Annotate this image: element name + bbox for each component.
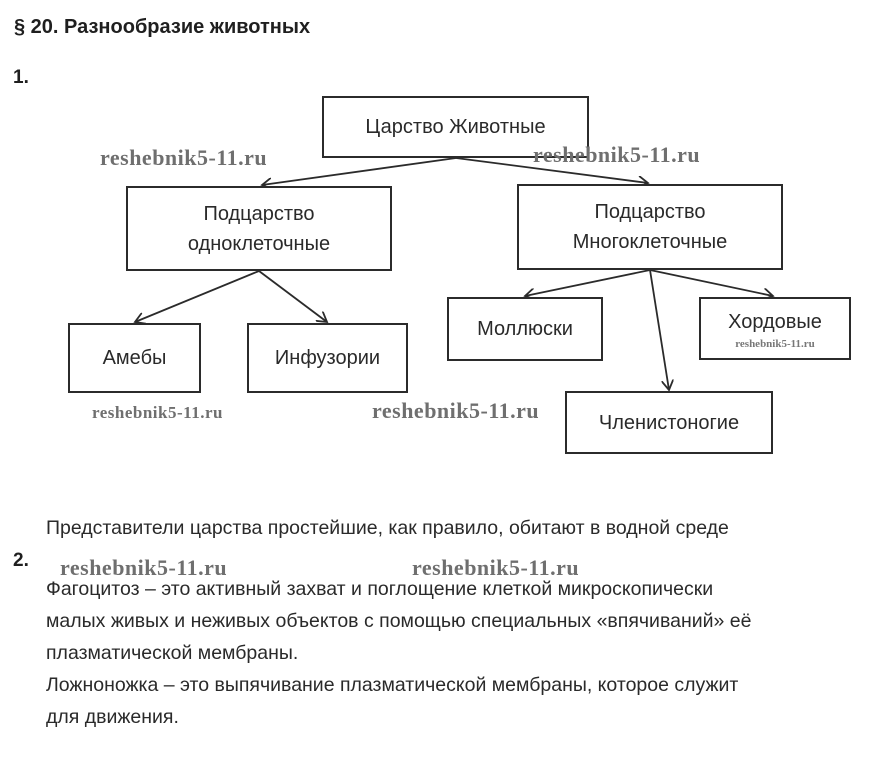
node-unicellular-line-1: Подцарство — [203, 202, 315, 225]
node-chordates — [699, 297, 851, 360]
phagocytosis-line-3: плазматической мембраны. — [46, 642, 299, 664]
node-unicellular-line-2: одноклеточные — [187, 232, 331, 255]
node-multicellular-line-1: Подцарство — [594, 201, 706, 223]
node-infusoria-label: Инфузории — [274, 347, 381, 369]
watermark: reshebnik5-11.ru — [533, 142, 701, 167]
watermark: reshebnik5-11.ru — [92, 403, 223, 422]
phagocytosis-line-1: Фагоцитоз – это активный захват и поглощение клеткой микроскопически — [46, 578, 714, 600]
watermark: reshebnik5-11.ru — [412, 555, 580, 580]
node-infusoria — [247, 323, 408, 393]
node-chordates-label: Хордовые — [728, 310, 822, 333]
node-arthropods — [565, 391, 773, 454]
node-subkingdom-unicellular — [126, 186, 392, 271]
arrow-root-to-unicellular — [262, 158, 456, 185]
pseudopod-line-2: для движения. — [46, 706, 179, 728]
watermark-small: reshebnik5-11.ru — [735, 337, 815, 350]
node-kingdom-animals-label: Царство Животные — [365, 116, 546, 138]
watermark: reshebnik5-11.ru — [372, 398, 540, 423]
node-molluscs-label: Моллюски — [477, 318, 573, 340]
arrow-multicellular-to-chordates — [650, 270, 773, 296]
node-multicellular-line-2: Многоклеточные — [572, 231, 728, 253]
task-1-number: 1. — [13, 67, 29, 88]
phagocytosis-line-2: малых живых и неживых объектов с помощью специальных «впячиваний» её — [46, 610, 752, 632]
pseudopod-line-1: Ложноножка – это выпячивание плазматической мембраны, которое служит — [46, 674, 739, 696]
protozoa-paragraph: Представители царства простейшие, как правило, обитают в водной среде — [46, 517, 729, 539]
node-arthropods-label: Членистоногие — [598, 411, 740, 434]
node-amoebae-label: Амебы — [102, 347, 167, 369]
arrow-multicellular-to-molluscs — [525, 270, 650, 296]
arrow-unicellular-to-infusoria — [259, 271, 327, 322]
arrow-multicellular-to-arthropods — [650, 270, 669, 390]
page-title: § 20. Разнообразие животных — [14, 16, 311, 38]
node-subkingdom-multicellular — [517, 184, 783, 270]
task-2-number: 2. — [13, 550, 29, 571]
node-molluscs — [447, 297, 603, 361]
arrow-unicellular-to-amoebae — [135, 271, 259, 322]
watermark: reshebnik5-11.ru — [100, 145, 268, 170]
watermark: reshebnik5-11.ru — [60, 555, 228, 580]
definitions-paragraph — [46, 573, 751, 733]
node-amoebae — [68, 323, 201, 393]
